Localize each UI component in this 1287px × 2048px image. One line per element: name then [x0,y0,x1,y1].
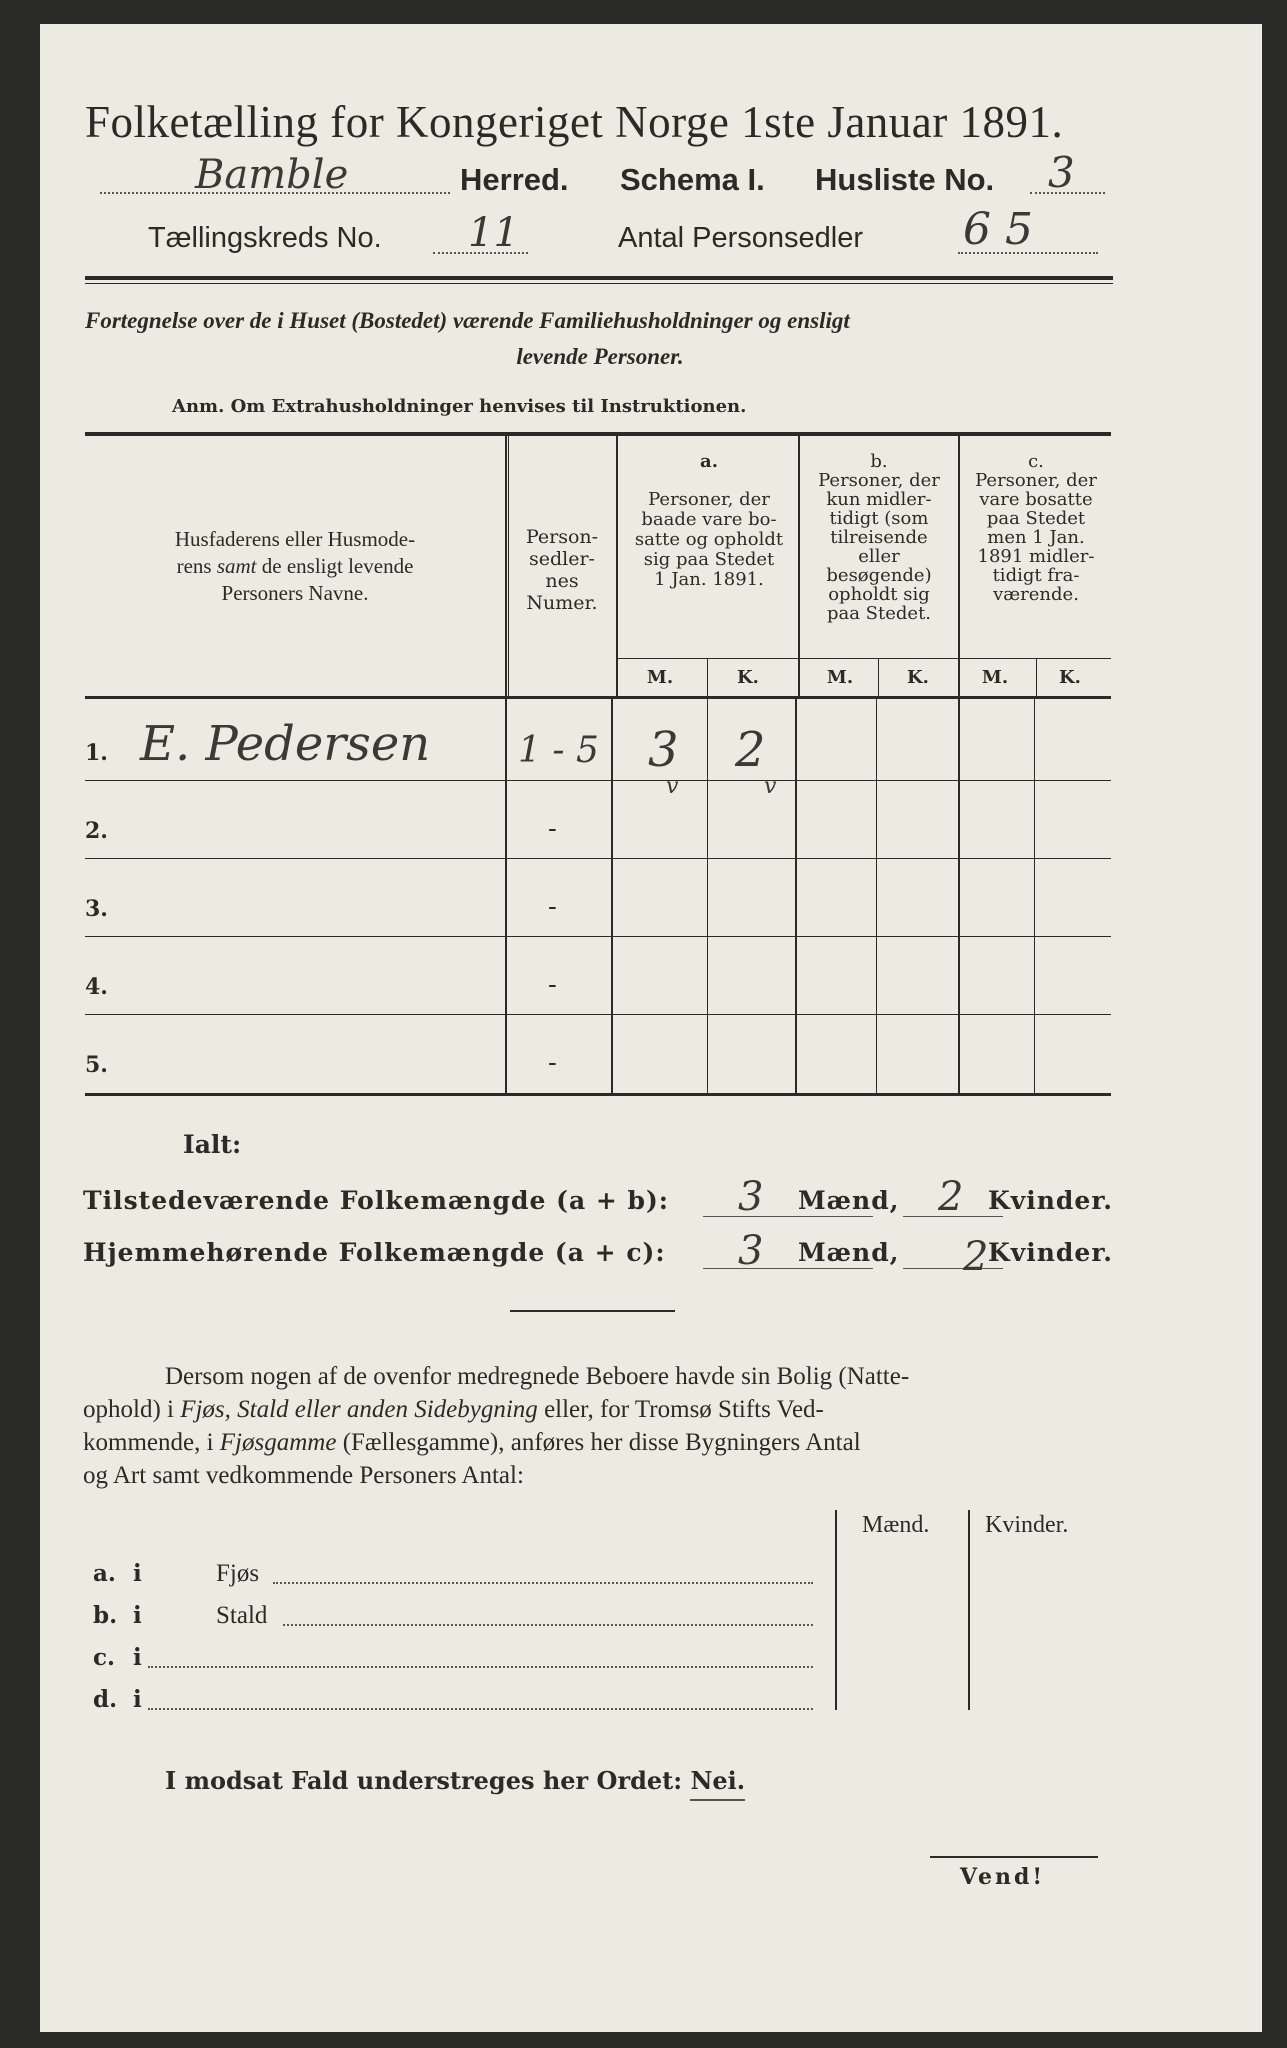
nei-word: Nei. [690,1766,745,1801]
col-c-l2: vare bosatte [979,489,1093,510]
col-b-l6: besøgende) [826,565,932,586]
kreds-value: 11 [468,210,519,256]
row-1-name: E. Pedersen [140,716,431,772]
row-3-range: - [548,892,557,922]
paragraph-line-1: Dersom nogen af de ovenfor medregnede Beboere havde sin Bolig (Natte- [165,1363,910,1390]
col-header-number-l4: Numer. [526,592,598,614]
col-header-names [95,526,495,607]
col-a-l1: Personer, der [648,489,770,510]
building-c-letter: c. [93,1644,116,1671]
col-b-l8: paa Stedet. [826,603,932,624]
tilstede-row [83,1174,1113,1226]
col-header-number-l1: Person- [525,526,599,548]
col-b-l1: Personer, der [818,470,940,491]
tilstede-kvinder-value: 2 [938,1174,965,1220]
col-b-l4: tilreisende [830,527,928,548]
col-c-letter: c. [1028,451,1044,472]
building-item-d [93,1686,823,1720]
vend-label: Vend! [960,1864,1046,1890]
col-a-letter: a. [700,451,718,472]
form-title: Folketælling for Kongeriget Norge 1ste Januar 1891. [85,97,1064,147]
tilstede-maend-value: 3 [738,1174,765,1220]
building-a-letter: a. [93,1560,116,1587]
row-2-range: - [548,814,557,844]
buildings-kvinder-header: Kvinder. [985,1512,1069,1538]
row-3-number: 3. [85,896,108,922]
building-b-letter: b. [93,1602,118,1629]
building-b-label: Stald [216,1602,268,1629]
col-header-names-line-2-c: de ensligt levende [256,554,414,578]
paragraph-line-2-c: eller, for Tromsø Stifts Ved- [537,1396,824,1423]
paragraph-line-3-c: (Fællesgamme), anføres her disse Bygningers Antal [336,1429,861,1456]
section-divider [510,1310,675,1312]
col-a-k-header: K. [737,667,759,688]
herred-value: Bamble [195,152,349,198]
paragraph-line-2 [83,1393,1103,1426]
col-c-l6: tidigt fra- [992,565,1080,586]
building-item-a [93,1560,823,1594]
anm-note: Anm. Om Extrahusholdninger henvises til Instruktionen. [172,396,747,417]
building-b-i: i [133,1602,142,1629]
building-a-label: Fjøs [216,1560,260,1587]
row-2-number: 2. [85,818,108,844]
paragraph-line-2-a: ophold) i [83,1396,181,1423]
building-d-i: i [133,1686,142,1713]
col-c-m-header: M. [981,667,1009,688]
col-header-number [510,526,614,614]
building-a-i: i [133,1560,142,1587]
building-paragraph [83,1360,1103,1492]
paragraph-line-3 [83,1426,1103,1459]
col-header-c [960,452,1112,604]
row-1-a-k-check: v [764,774,777,799]
row-5-range: - [548,1048,557,1078]
col-c-k-header: K. [1059,667,1081,688]
hjemme-maend-label: Mænd, [798,1238,900,1267]
col-header-number-l3: nes [545,570,579,592]
antal-value: 6 5 [963,204,1033,255]
hjemme-kvinder-value: 2 [963,1234,990,1280]
paragraph-line-4: og Art samt vedkommende Personers Antal: [83,1462,524,1489]
tilstede-maend-label: Mænd, [798,1186,900,1215]
hjemme-row [83,1228,1113,1280]
ialt-label: Ialt: [183,1130,242,1159]
modsat-label: I modsat Fald understreges her Ordet: [165,1766,683,1795]
col-a-l2: baade vare bo- [641,509,777,530]
col-b-l5: eller [858,546,900,567]
col-a-l3: satte og opholdt [634,529,784,550]
row-1-a-k: 2 [735,722,766,778]
row-1-a-m-check: v [666,774,679,799]
col-header-names-line-2-a: rens [176,554,217,578]
col-b-l7: opholdt sig [828,584,930,605]
col-a-l4: sig paa Stedet [643,549,775,570]
row-4-range: - [548,970,557,1000]
col-b-k-header: K. [907,667,929,688]
col-header-names-line-3: Personers Navne. [221,581,369,605]
herred-label: Herred. [460,162,569,197]
col-b-l2: kun midler- [826,489,932,510]
kreds-line [148,204,1108,260]
col-b-letter: b. [870,451,888,472]
col-header-names-line-2-b: samt [216,554,257,578]
intro-line-2: levende Personer. [516,344,684,369]
tilstede-label: Tilstedeværende Folkemængde (a + b): [83,1186,670,1215]
schema-label: Schema I. [620,162,765,197]
row-1-number: 1. [85,740,108,766]
modsat-line [165,1766,745,1795]
kreds-label: Tællingskreds No. [148,222,382,254]
antal-label: Antal Personsedler [618,222,864,254]
col-header-a [620,452,798,590]
building-d-letter: d. [93,1686,118,1713]
hjemme-kvinder-label: Kvinder. [988,1238,1113,1267]
col-b-l3: tidigt (som [829,508,929,529]
col-b-m-header: M. [826,667,854,688]
col-a-m-header: M. [646,667,674,688]
husliste-label: Husliste No. [815,162,995,197]
col-c-l4: men 1 Jan. [987,527,1085,548]
col-header-names-line-2 [95,553,495,580]
building-item-c [93,1644,823,1678]
paragraph-line-2-b: Fjøs, Stald eller anden Sidebygning [180,1396,538,1423]
col-a-l5: 1 Jan. 1891. [654,569,764,590]
col-header-number-l2: sedler- [529,548,595,570]
paragraph-line-3-a: kommende, i [83,1429,220,1456]
col-c-l3: paa Stedet [986,508,1086,529]
paragraph-line-3-b: Fjøsgamme [219,1429,337,1456]
col-c-l7: værende. [993,584,1079,605]
buildings-maend-header: Mænd. [862,1512,930,1538]
herred-line [100,148,1110,202]
col-c-l1: Personer, der [975,470,1097,491]
col-header-b [801,452,957,623]
tilstede-kvinder-label: Kvinder. [988,1186,1113,1215]
intro-line-1: Fortegnelse over de i Huset (Bostedet) værende Familiehusholdninger og ensligt [85,308,850,333]
hjemme-maend-value: 3 [738,1228,765,1274]
row-1-range: 1 - 5 [518,730,599,771]
building-c-i: i [133,1644,142,1671]
building-item-b [93,1602,823,1636]
row-5-number: 5. [85,1052,108,1078]
husliste-value: 3 [1048,148,1075,197]
row-4-number: 4. [85,974,108,1000]
hjemme-label: Hjemmehørende Folkemængde (a + c): [83,1238,666,1267]
row-1-a-m: 3 [648,722,679,778]
col-header-names-line-1: Husfaderens eller Husmode- [174,527,416,551]
col-c-l5: 1891 midler- [977,546,1095,567]
